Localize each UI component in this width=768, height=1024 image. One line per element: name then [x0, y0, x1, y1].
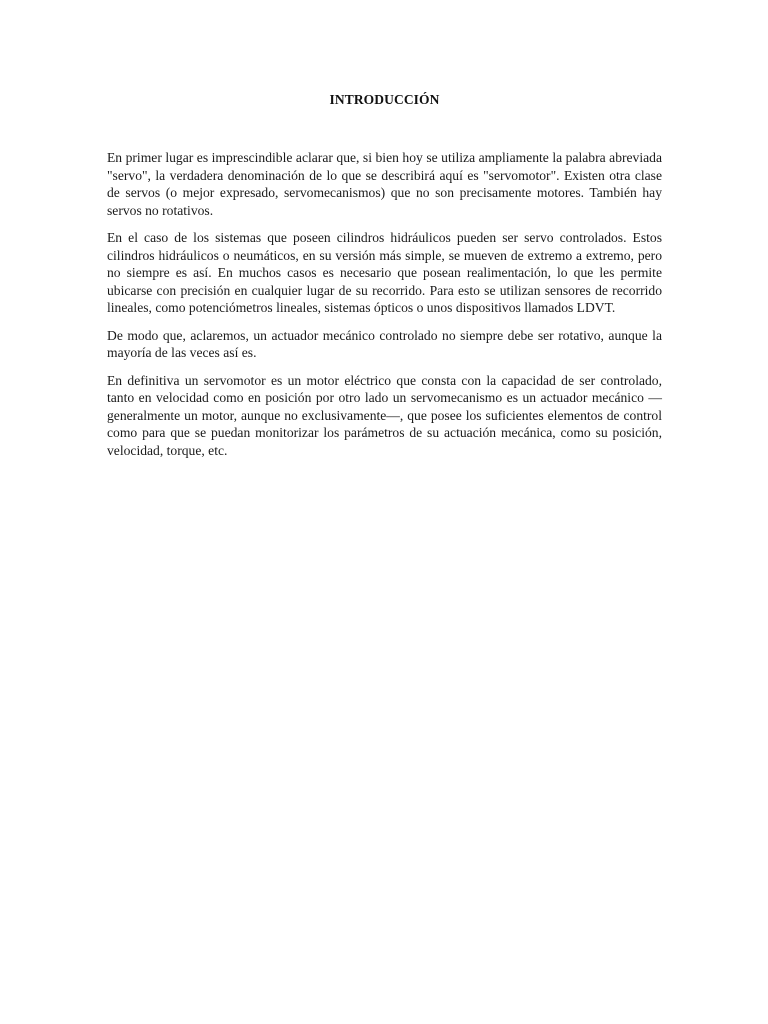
paragraph-1: En primer lugar es imprescindible aclarar que, si bien hoy se utiliza ampliamente la palabra abreviada "servo", la verdadera denominación de lo que se describirá aquí es "servomotor". Existen otra clase de servos (o mejor expresado, servomecanismos) que no son precisamente motores. También hay servos no rotativos.	[107, 150, 662, 218]
paragraph-3: De modo que, aclaremos, un actuador mecánico controlado no siempre debe ser rotativo, aunque la mayoría de las veces así es.	[107, 327, 662, 360]
paragraph-4: En definitiva un servomotor es un motor eléctrico que consta con la capacidad de ser controlado, tanto en velocidad como en posición por otro lado un servomecanismo es un actuador mecánico — generalmente un motor, aunque no exclusivamente—, que posee los suficientes elementos de control como para que se puedan monitorizar los parámetros de su actuación mecánica, como su posición, velocidad, torque, etc.	[107, 372, 662, 458]
document-body	[107, 0, 662, 459]
page-title: INTRODUCCIÓN	[329, 92, 440, 107]
paragraph-2: En el caso de los sistemas que poseen cilindros hidráulicos pueden ser servo controlados. Estos cilindros hidráulicos o neumáticos, en su versión más simple, se mueven de extremo a extremo, pero no siempre es así. En muchos casos es necesario que posean realimentación, lo que les permite ubicarse con precisión en cualquier lugar de su recorrido. Para esto se utilizan sensores de recorrido lineales, como potenciómetros lineales, sistemas ópticos o unos dispositivos llamados LDVT.	[107, 230, 662, 315]
